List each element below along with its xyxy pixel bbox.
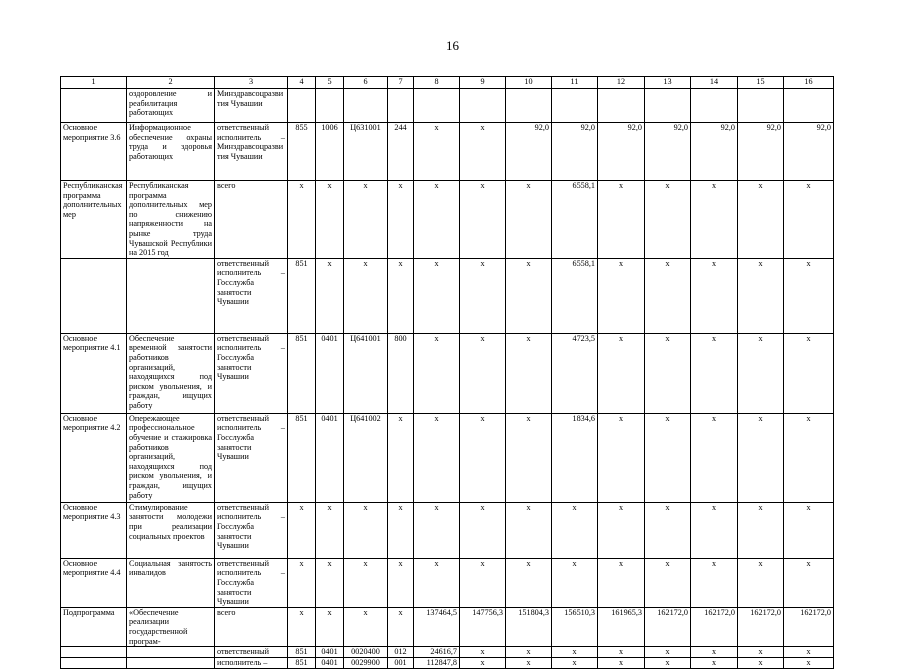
cell-col-14 [691,89,738,123]
cell-col-5: 0401 [316,658,344,669]
cell-col-16: 162172,0 [784,607,834,646]
cell-col-15: x [738,658,784,669]
cell-col-13: 92,0 [645,123,691,181]
cell-col-10: x [506,413,552,502]
cell-col-12: x [598,558,645,607]
row-subprogram-exec-2 [61,658,834,669]
cell-col-1: Основное мероприятие 4.1 [61,333,127,413]
cell-col-8: x [414,123,460,181]
cell-col-1: Основное мероприятие 4.4 [61,558,127,607]
cell-col-13: x [645,647,691,658]
cell-col-16: 92,0 [784,123,834,181]
cell-col-6: x [344,558,388,607]
cell-col-5: x [316,558,344,607]
cell-col-11: 6558,1 [552,181,598,259]
cell-col-4: 851 [288,413,316,502]
cell-col-11: 92,0 [552,123,598,181]
cell-col-9: x [460,502,506,558]
cell-col-6 [344,89,388,123]
row-cont-3-5 [61,89,834,123]
budget-table [60,76,834,669]
cell-col-2: Опережающее профессиональное обучение и стажировка работников организаций, находящихся под риском увольнения, и граждан, ищущих работу [127,413,215,502]
header-col-3: 3 [215,77,288,89]
cell-col-16: x [784,647,834,658]
header-col-16: 16 [784,77,834,89]
cell-col-7: 001 [388,658,414,669]
cell-col-11: x [552,658,598,669]
cell-col-1 [61,258,127,333]
cell-col-10: x [506,258,552,333]
cell-col-11: 4723,5 [552,333,598,413]
cell-col-10: 92,0 [506,123,552,181]
cell-col-16: x [784,333,834,413]
cell-col-7: x [388,558,414,607]
cell-col-14: x [691,658,738,669]
cell-col-8: 112847,8 [414,658,460,669]
cell-col-11: x [552,558,598,607]
cell-col-6: x [344,502,388,558]
header-col-10: 10 [506,77,552,89]
cell-col-8: x [414,502,460,558]
cell-col-10: x [506,333,552,413]
cell-col-16: x [784,258,834,333]
cell-col-9: x [460,558,506,607]
cell-col-7: 244 [388,123,414,181]
cell-col-13: x [645,658,691,669]
cell-col-8: x [414,333,460,413]
cell-col-2: оздоровление и реабилитация работающих [127,89,215,123]
header-col-8: 8 [414,77,460,89]
cell-col-6: Ц641002 [344,413,388,502]
cell-col-6: 0020400 [344,647,388,658]
row-program-exec [61,258,834,333]
cell-col-16: x [784,558,834,607]
cell-col-9: x [460,123,506,181]
cell-col-8: x [414,413,460,502]
row-measure-4-3 [61,502,834,558]
cell-col-15: 162172,0 [738,607,784,646]
cell-col-15: x [738,647,784,658]
cell-col-5: x [316,502,344,558]
cell-col-1 [61,89,127,123]
cell-col-13: x [645,333,691,413]
cell-col-8: 137464,5 [414,607,460,646]
cell-col-4: x [288,558,316,607]
cell-col-15 [738,89,784,123]
cell-col-5: x [316,181,344,259]
cell-col-5: 0401 [316,647,344,658]
cell-col-12: x [598,258,645,333]
cell-col-3: всего [215,181,288,259]
cell-col-4: x [288,502,316,558]
cell-col-6: x [344,258,388,333]
cell-col-12: x [598,333,645,413]
cell-col-4: x [288,181,316,259]
cell-col-15: x [738,333,784,413]
cell-col-2 [127,658,215,669]
cell-col-14: x [691,181,738,259]
cell-col-1: Республиканская программа дополнительных мер [61,181,127,259]
cell-col-10: x [506,502,552,558]
cell-col-14: 162172,0 [691,607,738,646]
row-measure-4-4 [61,558,834,607]
cell-col-12: x [598,647,645,658]
cell-col-10: x [506,181,552,259]
cell-col-7: 012 [388,647,414,658]
cell-col-2: Обеспечение временной занятости работников организаций, находящихся под риском увольнения, и граждан, ищущих работу [127,333,215,413]
cell-col-15: x [738,258,784,333]
cell-col-2: Социальная занятость инвалидов [127,558,215,607]
cell-col-7 [388,89,414,123]
cell-col-5: 0401 [316,413,344,502]
cell-col-13: 162172,0 [645,607,691,646]
cell-col-2: «Обеспечение реализации государственной програм- [127,607,215,646]
header-col-13: 13 [645,77,691,89]
cell-col-3: ответственный исполнитель – Госслужба занятости Чувашии [215,258,288,333]
cell-col-3: исполнитель – [215,658,288,669]
cell-col-16: x [784,502,834,558]
cell-col-1: Основное мероприятие 3.6 [61,123,127,181]
cell-col-9: 147756,3 [460,607,506,646]
cell-col-1: Основное мероприятие 4.2 [61,413,127,502]
header-col-1: 1 [61,77,127,89]
cell-col-4: 851 [288,333,316,413]
cell-col-2: Информационное обеспечение охраны труда и здоровья работающих [127,123,215,181]
cell-col-12: x [598,502,645,558]
cell-col-9: x [460,258,506,333]
cell-col-9: x [460,333,506,413]
cell-col-15: x [738,181,784,259]
header-col-12: 12 [598,77,645,89]
cell-col-8: x [414,558,460,607]
cell-col-9: x [460,181,506,259]
cell-col-11: 156510,3 [552,607,598,646]
cell-col-15: x [738,558,784,607]
cell-col-13: x [645,258,691,333]
cell-col-3: ответственный [215,647,288,658]
table-header-row [61,77,834,89]
cell-col-8 [414,89,460,123]
header-col-6: 6 [344,77,388,89]
cell-col-4: 851 [288,647,316,658]
cell-col-8: x [414,258,460,333]
cell-col-12: x [598,658,645,669]
cell-col-7: x [388,607,414,646]
cell-col-2 [127,258,215,333]
cell-col-12: 161965,3 [598,607,645,646]
header-col-4: 4 [288,77,316,89]
row-measure-4-1 [61,333,834,413]
row-measure-3-6 [61,123,834,181]
cell-col-11: 6558,1 [552,258,598,333]
cell-col-2 [127,647,215,658]
cell-col-2: Стимулирование занятости молодежи при реализации социальных проектов [127,502,215,558]
cell-col-7: x [388,502,414,558]
cell-col-11: x [552,647,598,658]
cell-col-6: x [344,181,388,259]
cell-col-9: x [460,658,506,669]
cell-col-3: ответственный исполнитель – Госслужба занятости Чувашии [215,333,288,413]
cell-col-13 [645,89,691,123]
cell-col-9: x [460,413,506,502]
cell-col-10: x [506,647,552,658]
cell-col-1: Подпрограмма [61,607,127,646]
cell-col-5: x [316,258,344,333]
cell-col-6: Ц641001 [344,333,388,413]
cell-col-15: x [738,413,784,502]
cell-col-4: 855 [288,123,316,181]
cell-col-13: x [645,181,691,259]
cell-col-6: 0029900 [344,658,388,669]
row-subprogram-exec-1 [61,647,834,658]
cell-col-12: x [598,181,645,259]
cell-col-4: 851 [288,258,316,333]
cell-col-1 [61,647,127,658]
cell-col-3: ответственный исполнитель – Госслужба занятости Чувашии [215,558,288,607]
header-col-7: 7 [388,77,414,89]
page-number: 16 [446,38,459,53]
cell-col-5: 1006 [316,123,344,181]
cell-col-3: ответственный исполнитель – Госслужба занятости Чувашии [215,502,288,558]
row-measure-4-2 [61,413,834,502]
cell-col-10: x [506,658,552,669]
cell-col-1: Основное мероприятие 4.3 [61,502,127,558]
cell-col-10: 151804,3 [506,607,552,646]
cell-col-13: x [645,502,691,558]
cell-col-11 [552,89,598,123]
cell-col-15: 92,0 [738,123,784,181]
cell-col-14: x [691,502,738,558]
cell-col-16: x [784,658,834,669]
cell-col-8: x [414,181,460,259]
cell-col-14: x [691,258,738,333]
cell-col-6: x [344,607,388,646]
cell-col-12: x [598,413,645,502]
cell-col-4: 851 [288,658,316,669]
cell-col-14: 92,0 [691,123,738,181]
cell-col-8: 24616,7 [414,647,460,658]
cell-col-14: x [691,558,738,607]
header-col-9: 9 [460,77,506,89]
row-program-total [61,181,834,259]
row-subprogram-total [61,607,834,646]
cell-col-9: x [460,647,506,658]
cell-col-12 [598,89,645,123]
cell-col-14: x [691,413,738,502]
cell-col-9 [460,89,506,123]
cell-col-2: Республиканская программа дополнительных мер по снижению напряженности на рынке труда Чувашской Республики на 2015 год [127,181,215,259]
cell-col-7: x [388,181,414,259]
cell-col-13: x [645,413,691,502]
cell-col-13: x [645,558,691,607]
cell-col-11: 1834,6 [552,413,598,502]
cell-col-6: Ц631001 [344,123,388,181]
cell-col-16 [784,89,834,123]
cell-col-3: всего [215,607,288,646]
cell-col-3: Минздравсоцразвития Чувашии [215,89,288,123]
cell-col-10: x [506,558,552,607]
cell-col-16: x [784,181,834,259]
cell-col-4: x [288,607,316,646]
cell-col-1 [61,658,127,669]
cell-col-3: ответственный исполнитель – Минздравсоцразвития Чувашии [215,123,288,181]
cell-col-5: 0401 [316,333,344,413]
header-col-11: 11 [552,77,598,89]
header-col-14: 14 [691,77,738,89]
cell-col-12: 92,0 [598,123,645,181]
cell-col-15: x [738,502,784,558]
cell-col-7: 800 [388,333,414,413]
cell-col-14: x [691,333,738,413]
cell-col-5 [316,89,344,123]
cell-col-7: x [388,413,414,502]
cell-col-10 [506,89,552,123]
header-col-15: 15 [738,77,784,89]
header-col-5: 5 [316,77,344,89]
cell-col-11: x [552,502,598,558]
cell-col-3: ответственный исполнитель – Госслужба занятости Чувашии [215,413,288,502]
cell-col-7: x [388,258,414,333]
cell-col-4 [288,89,316,123]
cell-col-14: x [691,647,738,658]
cell-col-16: x [784,413,834,502]
header-col-2: 2 [127,77,215,89]
cell-col-5: x [316,607,344,646]
